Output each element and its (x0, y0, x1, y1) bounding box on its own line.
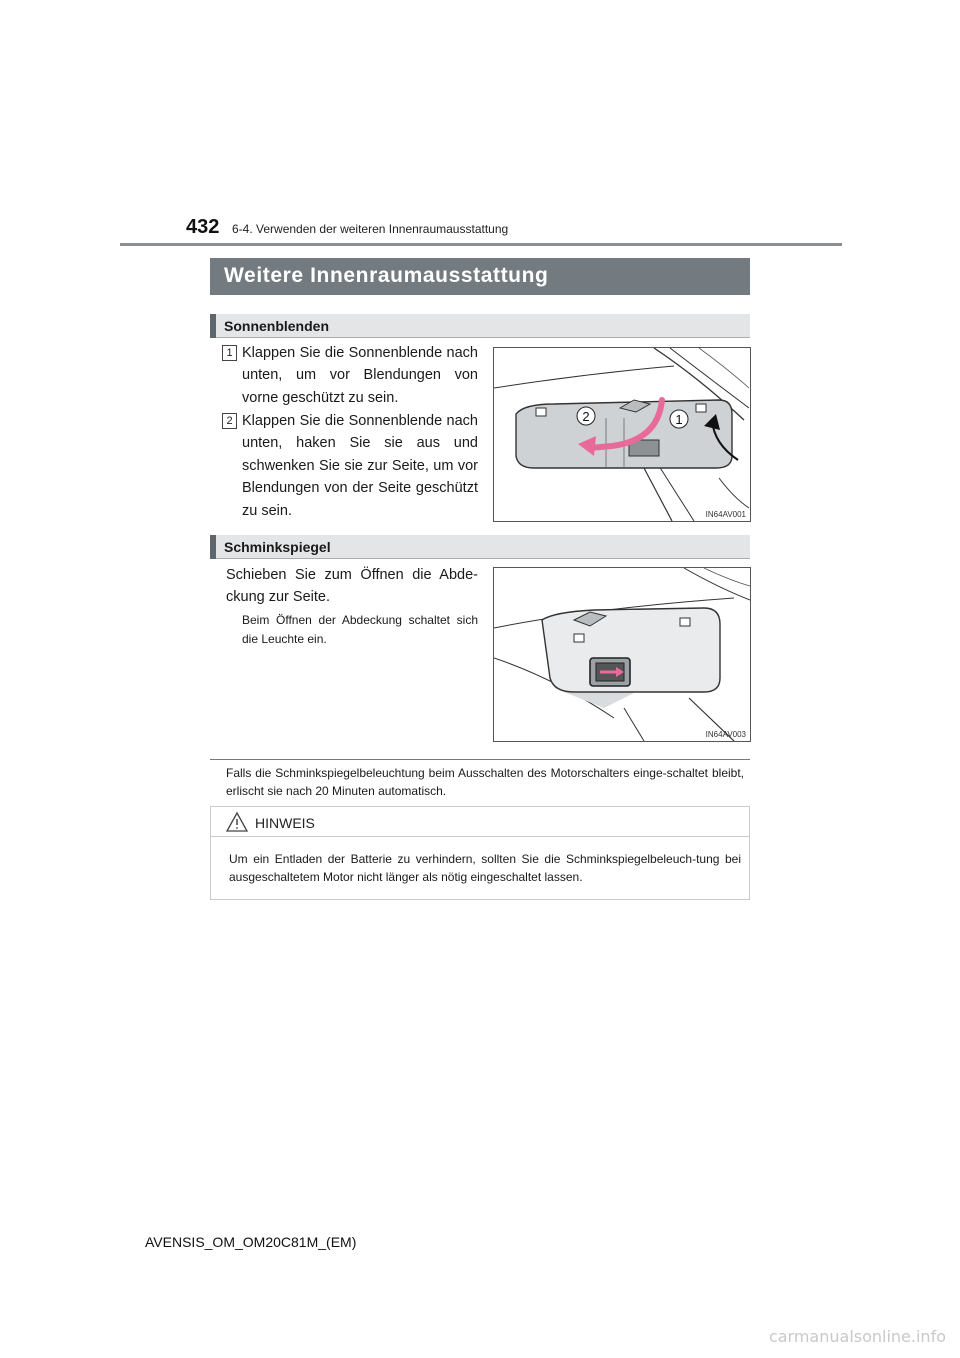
step-number-badge: 1 (222, 345, 237, 361)
notice-header (211, 807, 749, 837)
sun-visor-illustration (494, 348, 750, 521)
mirror-instruction: Schieben Sie zum Öffnen die Abde-ckung zur Seite. (226, 567, 478, 606)
info-note: Falls die Schminkspiegelbeleuchtung beim Ausschalten des Motorschalters einge-schaltet bleibt, erlischt sie nach 20 Minuten automatisch. (226, 766, 744, 798)
mirror-sub-note: Beim Öffnen der Abdeckung schaltet sich die Leuchte ein. (242, 613, 478, 646)
section-sun-visors (210, 314, 750, 338)
figure-code: IN64AV001 (705, 510, 746, 519)
step-number-badge: 2 (222, 413, 237, 429)
section-heading: 6-4. Verwenden der weiteren Innenraumausstattung (232, 222, 509, 236)
step-text: Klappen Sie die Sonnenblende nach unten, um vor Blendungen von vorne geschützt zu sein. (242, 345, 478, 406)
section-marker (210, 314, 216, 338)
document-id: AVENSIS_OM_OM20C81M_(EM) (145, 1234, 357, 1250)
callout-2: 2 (582, 409, 590, 424)
callout-1: 1 (675, 412, 683, 427)
warning-icon (225, 811, 249, 833)
note-divider (210, 759, 750, 760)
section-title: Schminkspiegel (224, 539, 331, 555)
section-title: Sonnenblenden (224, 318, 329, 334)
section-vanity-mirror (210, 535, 750, 559)
notice-box (210, 806, 750, 900)
header-divider (120, 243, 842, 246)
vanity-mirror-figure (493, 567, 751, 742)
page-number: 432 (186, 216, 220, 238)
watermark: carmanualsonline.info (768, 1327, 946, 1346)
notice-title: HINWEIS (255, 815, 315, 831)
vanity-mirror-illustration (494, 568, 750, 741)
figure-code: IN64AV003 (705, 730, 746, 739)
sun-visor-figure (493, 347, 751, 522)
notice-text: Um ein Entladen der Batterie zu verhindern, sollten Sie die Schminkspiegelbeleuch-tung bei ausgeschaltetem Motor nicht länger als nötig eingeschaltet lassen. (229, 852, 741, 884)
section-marker (210, 535, 216, 559)
step-text: Klappen Sie die Sonnenblende nach unten, haken Sie sie aus und schwenken Sie sie zur Seite, um vor Blendungen von der Seite geschützt zu sein. (242, 413, 478, 519)
page-title: Weitere Innenraumausstattung (210, 258, 750, 295)
